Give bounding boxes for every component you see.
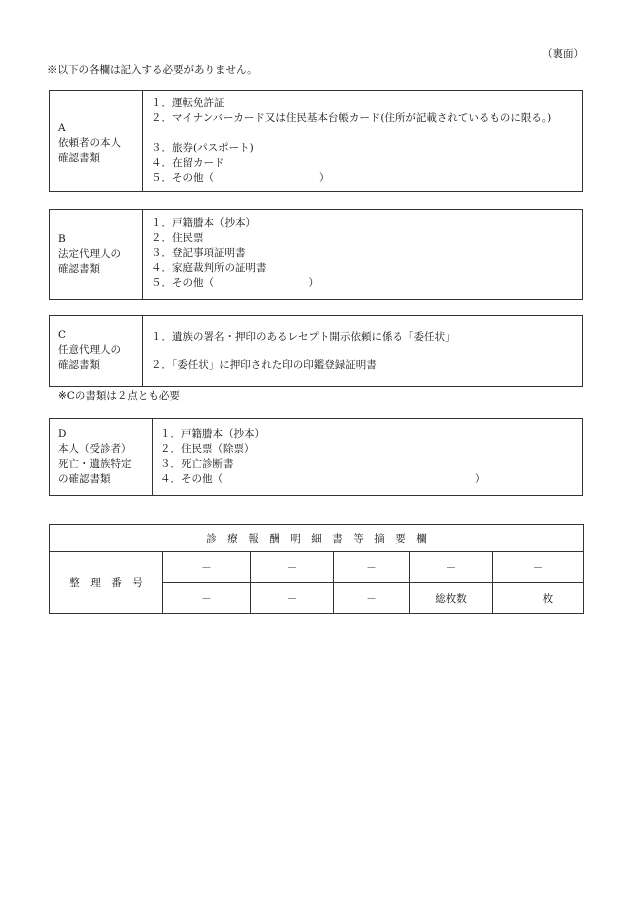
section-d-title-line-3: の確認書類 bbox=[58, 473, 111, 485]
section-b-title-line-2: 確認書類 bbox=[58, 263, 100, 275]
section-c-title-line-1: 任意代理人の bbox=[58, 344, 121, 356]
section-c-box bbox=[49, 315, 583, 387]
section-c-note: ※Cの書類は２点とも必要 bbox=[58, 390, 180, 402]
section-c-letter: C bbox=[58, 329, 67, 341]
section-b-letter: B bbox=[58, 233, 66, 245]
section-d-letter: D bbox=[58, 428, 67, 440]
section-c-item: ２．「委任状」に押印された印の印鑑登録証明書 bbox=[151, 359, 377, 371]
number-cell: － bbox=[163, 552, 251, 583]
section-b-item: ５．その他（ ） bbox=[151, 277, 319, 289]
section-c-item: １．遺族の署名・押印のあるレセプト開示依頼に係る「委任状」 bbox=[151, 331, 456, 343]
section-a-item: ４．在留カード bbox=[151, 157, 225, 169]
header-note: ※以下の各欄は記入する必要がありません。 bbox=[47, 64, 258, 76]
section-b-item: ３．登記事項証明書 bbox=[151, 247, 246, 259]
section-d-label-cell bbox=[50, 419, 153, 495]
summary-row-label: 整 理 番 号 bbox=[50, 552, 163, 614]
total-label: 総枚数 bbox=[410, 583, 493, 614]
section-a-box bbox=[49, 90, 583, 192]
section-d-title-line-2: 死亡・遺族特定 bbox=[58, 458, 132, 470]
section-a-item: ３．旅券(パスポート) bbox=[151, 142, 254, 154]
section-c-title-line-2: 確認書類 bbox=[58, 359, 100, 371]
number-cell: － bbox=[163, 583, 251, 614]
summary-table bbox=[49, 524, 584, 614]
section-d-item: ４．その他（ ） bbox=[160, 473, 486, 485]
number-cell: － bbox=[334, 552, 410, 583]
number-cell: － bbox=[251, 583, 334, 614]
section-d-item: １．戸籍謄本（抄本） bbox=[160, 428, 265, 440]
section-b-box bbox=[49, 209, 583, 300]
number-cell: － bbox=[410, 552, 493, 583]
number-cell: － bbox=[251, 552, 334, 583]
section-d-item: ３．死亡診断書 bbox=[160, 458, 234, 470]
summary-title: 診 療 報 酬 明 細 書 等 摘 要 欄 bbox=[50, 525, 584, 552]
section-a-title-line-2: 確認書類 bbox=[58, 152, 100, 164]
number-cell: － bbox=[493, 552, 584, 583]
section-b-label-cell bbox=[50, 210, 143, 299]
section-a-item: ５．その他（ ） bbox=[151, 172, 330, 184]
section-a-letter: A bbox=[58, 122, 66, 134]
section-c-label-cell bbox=[50, 316, 143, 386]
section-b-item: １．戸籍謄本（抄本） bbox=[151, 217, 256, 229]
section-d-box bbox=[49, 418, 583, 496]
section-d-item: ２．住民票（除票） bbox=[160, 443, 255, 455]
number-cell: － bbox=[334, 583, 410, 614]
unit-label: 枚 bbox=[493, 583, 584, 614]
section-a-item: １．運転免許証 bbox=[151, 97, 225, 109]
section-b-title-line-1: 法定代理人の bbox=[58, 248, 121, 260]
section-b-item: ４．家庭裁判所の証明書 bbox=[151, 262, 267, 274]
section-a-title-line-1: 依頼者の本人 bbox=[58, 137, 121, 149]
section-a-label-cell bbox=[50, 91, 143, 191]
section-d-title-line-1: 本人（受診者） bbox=[58, 443, 132, 455]
page-side-label: （裏面） bbox=[542, 48, 584, 60]
section-b-item: ２．住民票 bbox=[151, 232, 204, 244]
section-a-item: ２．マイナンバーカード又は住民基本台帳カード(住所が記載されているものに限る。) bbox=[151, 112, 552, 124]
